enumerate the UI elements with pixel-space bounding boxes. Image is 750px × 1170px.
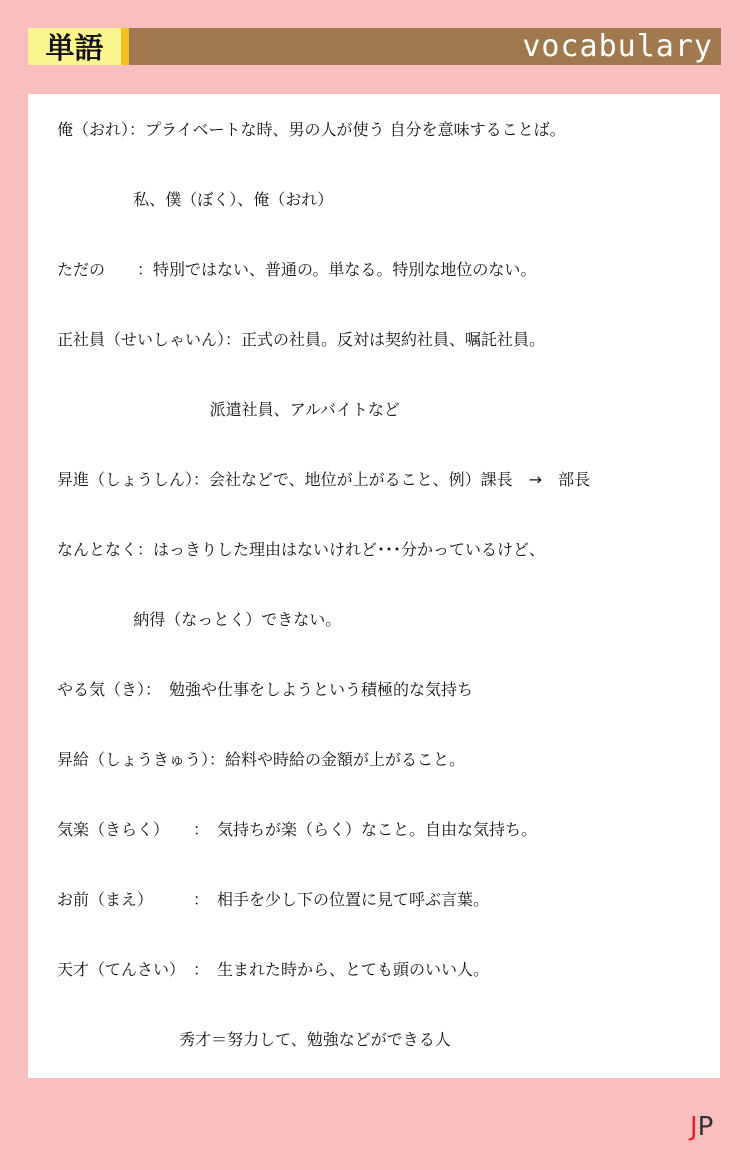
vocab-line: 天才（てんさい） ： 生まれた時から、とても頭のいい人。 bbox=[57, 960, 490, 979]
vocab-line: 派遣社員、アルバイトなど bbox=[57, 400, 400, 419]
vocab-line: やる気（き）： 勉強や仕事をしようという積極的な気持ち bbox=[57, 680, 474, 699]
vocab-line: 正社員（せいしゃいん）：正式の社員。反対は契約社員、嘱託社員。 bbox=[57, 330, 546, 349]
vocab-line: 納得（なっとく）できない。 bbox=[57, 610, 342, 629]
vocab-line: 昇給（しょうきゅう）：給料や時給の金額が上がること。 bbox=[57, 750, 466, 769]
vocab-line: ただの ：特別ではない、普通の。単なる。特別な地位のない。 bbox=[57, 260, 537, 279]
jp-logo bbox=[690, 1112, 713, 1142]
vocabulary-card bbox=[28, 94, 720, 1078]
logo-letter-j: J bbox=[690, 1112, 698, 1142]
header-bar bbox=[129, 28, 721, 65]
logo-letter-p: P bbox=[697, 1112, 714, 1142]
vocab-line: お前（まえ） ： 相手を少し下の位置に見て呼ぶ言葉。 bbox=[57, 890, 490, 909]
header-subtitle: vocabulary bbox=[522, 29, 713, 64]
vocab-line: 昇進（しょうしん）：会社などで、地位が上がること、例）課長 → 部長 bbox=[57, 470, 591, 489]
vocab-line: なんとなく：はっきりした理由はないけれど･･･分かっているけど、 bbox=[57, 540, 546, 559]
header-accent-stripe bbox=[121, 28, 129, 65]
vocab-line: 俺（おれ）：プライベートな時、男の人が使う 自分を意味することば。 bbox=[57, 120, 566, 139]
header-title: 単語 bbox=[28, 28, 121, 65]
header-banner bbox=[28, 28, 721, 65]
vocab-line: 気楽（きらく） ： 気持ちが楽（らく）なこと。自由な気持ち。 bbox=[57, 820, 538, 839]
vocab-line: 秀才＝努力して、勉強などができる人 bbox=[57, 1030, 451, 1049]
vocab-line: 私、僕（ぼく）、俺（おれ） bbox=[57, 190, 334, 209]
